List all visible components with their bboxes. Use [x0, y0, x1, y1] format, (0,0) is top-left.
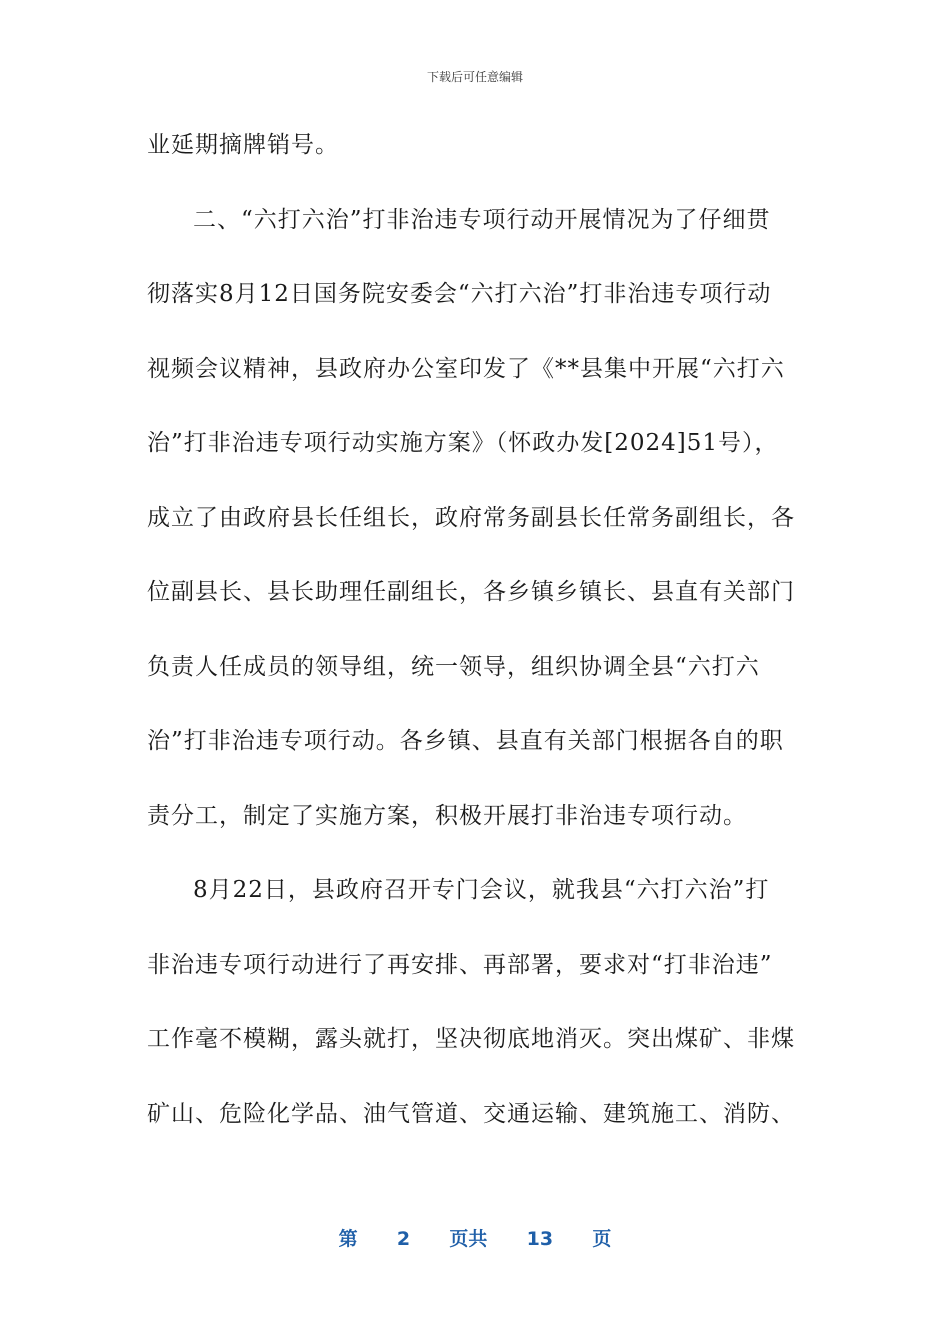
footer-page-suffix: 页	[592, 1228, 612, 1250]
footer-total-pages: 13	[526, 1228, 554, 1250]
body-line-10: 责分工，制定了实施方案，积极开展打非治违专项行动。	[147, 802, 747, 829]
body-line-14: 矿山、危险化学品、油气管道、交通运输、建筑施工、消防、	[147, 1100, 795, 1127]
footer-current-page: 2	[396, 1228, 411, 1250]
body-line-12: 非治违专项行动进行了再安排、再部署，要求对“打非治违”	[147, 951, 773, 978]
footer-page-prefix: 第	[338, 1228, 358, 1250]
body-line-5: 治”打非治违专项行动实施方案》（怀政办发[2024]51号），	[147, 430, 779, 456]
body-line-8: 负责人任成员的领导组，统一领导，组织协调全县“六打六	[147, 653, 760, 680]
body-line-7: 位副县长、县长助理任副组长，各乡镇乡镇长、县直有关部门	[147, 579, 795, 605]
footer-page-middle: 页共	[449, 1228, 488, 1250]
body-line-11: 8月22日，县政府召开专门会议，就我县“六打六治”打	[193, 877, 770, 903]
body-line-2: 二、“六打六治”打非治违专项行动开展情况为了仔细贯	[193, 206, 771, 233]
document-body	[147, 108, 807, 1151]
header-note: 下载后可任意编辑	[426, 70, 523, 84]
body-line-4: 视频会议精神，县政府办公室印发了《**县集中开展“六打六	[147, 355, 785, 382]
body-line-3: 彻落实8月12日国务院安委会“六打六治”打非治违专项行动	[147, 281, 772, 307]
page-footer	[0, 1224, 950, 1251]
body-line-1: 业延期摘牌销号。	[147, 132, 339, 158]
body-line-6: 成立了由政府县长任组长，政府常务副县长任常务副组长，各	[147, 504, 795, 531]
body-line-13: 工作毫不模糊，露头就打，坚决彻底地消灭。突出煤矿、非煤	[147, 1026, 795, 1052]
body-line-9: 治”打非治违专项行动。各乡镇、县直有关部门根据各自的职	[147, 728, 784, 754]
